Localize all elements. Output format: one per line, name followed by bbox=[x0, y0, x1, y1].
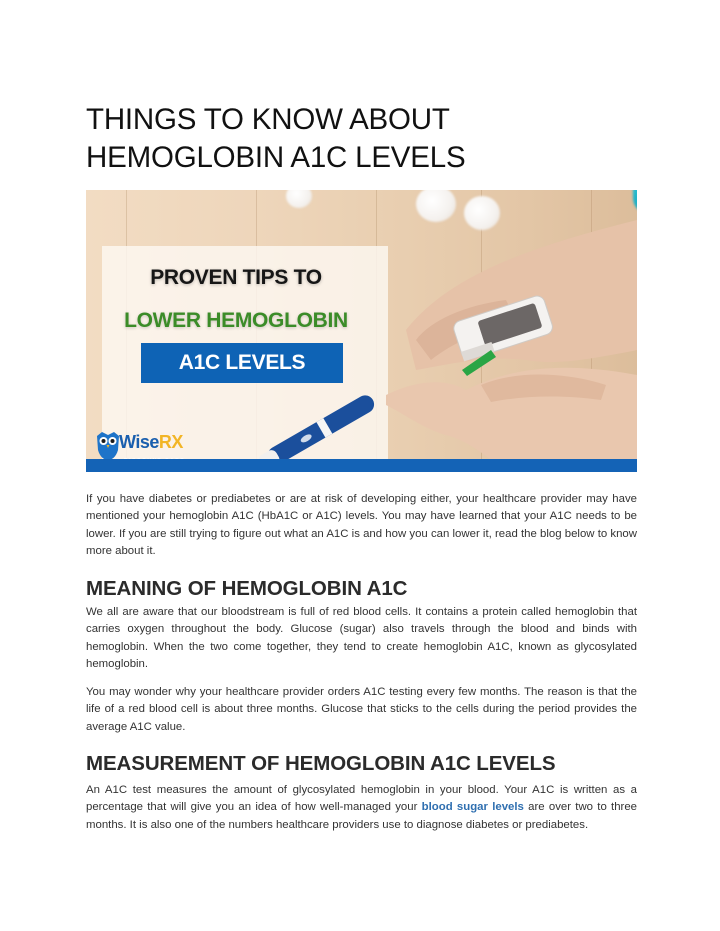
blood-sugar-levels-link[interactable]: blood sugar levels bbox=[421, 801, 524, 814]
hero-footer-bar bbox=[86, 459, 637, 472]
title-line-1: THINGS TO KNOW ABOUT bbox=[86, 103, 450, 136]
title-line-2: HEMOGLOBIN A1C LEVELS bbox=[86, 141, 466, 174]
section-heading-meaning: MEANING OF HEMOGLOBIN A1C bbox=[86, 577, 408, 600]
meaning-paragraph-2: You may wonder why your healthcare provider orders A1C testing every few months. The reason is that the life of a red blood cell is about three months. Glucose that sticks to the cells during the period provides the average A1C value. bbox=[86, 686, 637, 733]
section-heading-measurement: MEASUREMENT OF HEMOGLOBIN A1C LEVELS bbox=[86, 752, 556, 775]
logo-wordmark: WiseRX bbox=[119, 432, 183, 452]
hero-headline-line1: PROVEN TIPS TO bbox=[150, 266, 322, 289]
hero-headline-line2: LOWER HEMOGLOBIN bbox=[124, 309, 348, 332]
page-title bbox=[86, 101, 646, 177]
intro-paragraph: If you have diabetes or prediabetes or are at risk of developing either, your healthcare provider may have mentioned your hemoglobin A1C (HbA1C or A1C) levels. You may have learned that your A1C needs to be lower. If you are still trying to figure out what an A1C is and how you can lower it, read the blog below to know more about it. bbox=[86, 493, 637, 557]
measurement-paragraph: An A1C test measures the amount of glycosylated hemoglobin in your blood. Your A1C is written as a percentage that will give you an idea of how well-managed your blood sugar levels are over two to three months. It is also one of the numbers healthcare providers use to diagnose diabetes or prediabetes. bbox=[86, 784, 638, 831]
hero-image bbox=[86, 190, 637, 472]
meaning-paragraph-1: We all are aware that our bloodstream is full of red blood cells. It contains a protein called hemoglobin that carries oxygen throughout the body. Glucose (sugar) also travels through the blood and binds with hemoglobin. When the two come together, they tend to create hemoglobin A1C, known as glycosylated hemoglobin. bbox=[86, 606, 637, 670]
hero-headline-badge: A1C LEVELS bbox=[141, 343, 343, 383]
